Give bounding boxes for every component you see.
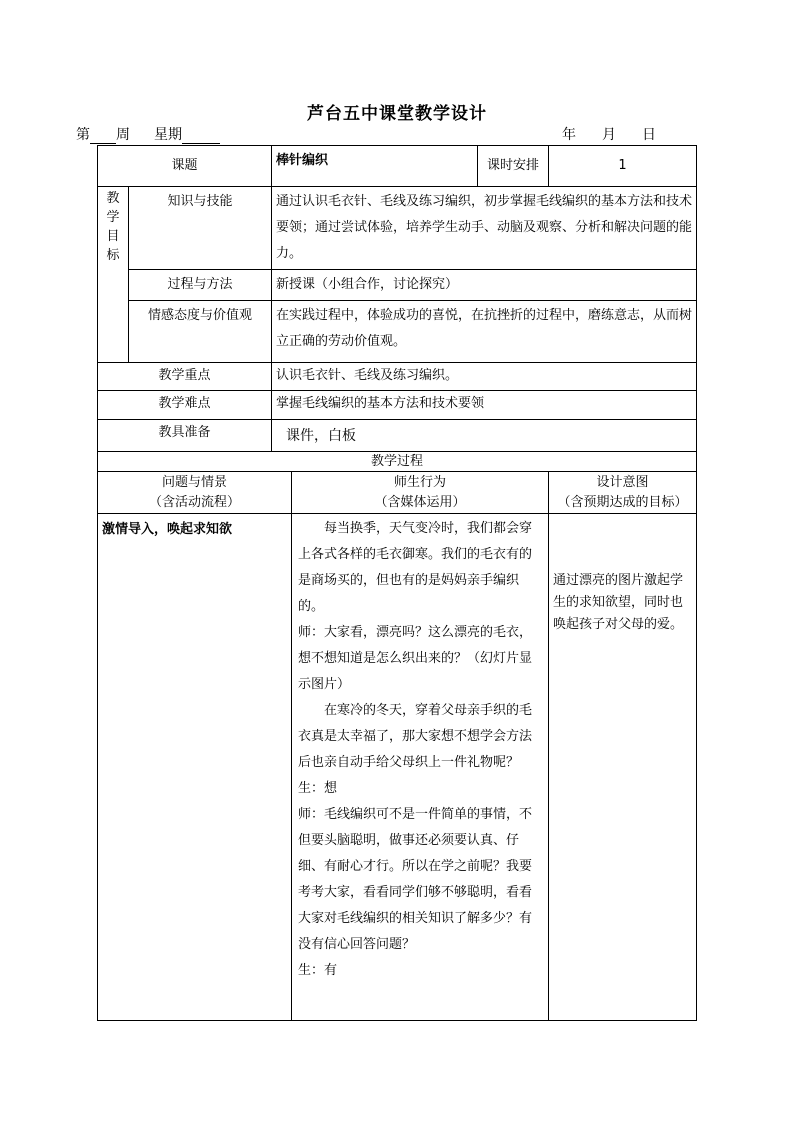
col-scenario-sub: （含活动流程） [149, 494, 241, 510]
tools-label: 教具准备 [98, 420, 272, 452]
key-point-text: 认识毛衣针、毛线及练习编织。 [272, 363, 697, 391]
date-line [76, 124, 656, 144]
topic-value: 棒针编织 [272, 146, 478, 187]
difficulty-text: 掌握毛线编织的基本方法和技术要领 [272, 391, 697, 420]
tools-row [98, 420, 697, 452]
week-suffix: 周 [116, 127, 130, 143]
lesson-plan-table [97, 145, 697, 1021]
year-label: 年 [562, 127, 576, 143]
dialogue-cell [292, 514, 549, 1021]
col-intent-header [549, 472, 697, 514]
dialogue-paragraph: 师：毛线编织可不是一件简单的事情，不但要头脑聪明，做事还必须要认真、仔细、有耐心才行。所以在学之前呢？我要考考大家，看看同学们够不够聪明，看看大家对毛线编织的相关知识了解多少？有没有信心回答问题？ [298, 807, 533, 952]
tools-text: 课件，白板 [272, 420, 697, 452]
goal-label: 情感态度与价值观 [129, 301, 272, 363]
col-intent-title: 设计意图 [596, 474, 649, 490]
week-info [76, 124, 220, 144]
col-behavior-header [292, 472, 549, 514]
key-point-row [98, 363, 697, 391]
column-header-row [98, 472, 697, 514]
day-label: 日 [642, 127, 656, 143]
col-behavior-sub: （含媒体运用） [374, 494, 466, 510]
col-intent-sub: （含预期达成的目标） [557, 494, 688, 510]
difficulty-row [98, 391, 697, 420]
col-scenario-title: 问题与情景 [162, 474, 228, 490]
goal-text: 通过认识毛衣针、毛线及练习编织，初步掌握毛线编织的基本方法和技术要领；通过尝试体验，培养学生动手、动脑及观察、分析和解决问题的能力。 [272, 187, 697, 270]
difficulty-label: 教学难点 [98, 391, 272, 420]
goal-label: 知识与技能 [129, 187, 272, 270]
topic-label: 课题 [98, 146, 272, 187]
goals-char: 标 [106, 248, 120, 263]
topic-row [98, 146, 697, 187]
stage-title: 激情导入，唤起求知欲 [98, 514, 292, 1021]
week-prefix: 第 [76, 127, 90, 143]
goals-label [98, 187, 129, 363]
dialogue-paragraph: 师：大家看，漂亮吗？这么漂亮的毛衣，想不想知道是怎么织出来的？（幻灯片显示图片） [298, 625, 533, 692]
stage-row [98, 514, 697, 1021]
process-header-row [98, 452, 697, 472]
month-label: 月 [602, 127, 616, 143]
weekday-blank [182, 129, 220, 144]
dialogue-paragraph: 在寒冷的冬天，穿着父母亲手织的毛衣真是太幸福了，那大家想不想学会方法后也亲自动手给父母织上一件礼物呢？ [298, 703, 533, 770]
date-info [562, 124, 656, 144]
goal-text: 在实践过程中，体验成功的喜悦，在抗挫折的过程中，磨练意志，从而树立正确的劳动价值观。 [272, 301, 697, 363]
weekday-label: 星期 [154, 127, 182, 143]
period-value: 1 [549, 146, 697, 187]
dialogue-paragraph: 生：想 [298, 781, 338, 796]
week-blank [90, 129, 116, 144]
key-point-label: 教学重点 [98, 363, 272, 391]
period-label: 课时安排 [478, 146, 549, 187]
dialogue-paragraph: 每当换季，天气变冷时，我们都会穿上各式各样的毛衣御寒。我们的毛衣有的是商场买的，但也有的是妈妈亲手编织的。 [298, 521, 533, 614]
goals-char: 学 [106, 210, 120, 225]
goals-char: 目 [106, 229, 120, 244]
goal-label: 过程与方法 [129, 270, 272, 301]
goal-row-knowledge [98, 187, 697, 270]
col-scenario-header [98, 472, 292, 514]
intent-text: 通过漂亮的图片激起学生的求知欲望，同时也唤起孩子对父母的爱。 [549, 514, 697, 1021]
goal-row-emotion [98, 301, 697, 363]
goal-text: 新授课（小组合作，讨论探究） [272, 270, 697, 301]
goals-char: 教 [106, 191, 120, 206]
col-behavior-title: 师生行为 [394, 474, 447, 490]
dialogue-paragraph: 生：有 [298, 963, 338, 978]
page-title: 芦台五中课堂教学设计 [307, 104, 487, 124]
process-label: 教学过程 [98, 452, 697, 472]
goal-row-process [98, 270, 697, 301]
